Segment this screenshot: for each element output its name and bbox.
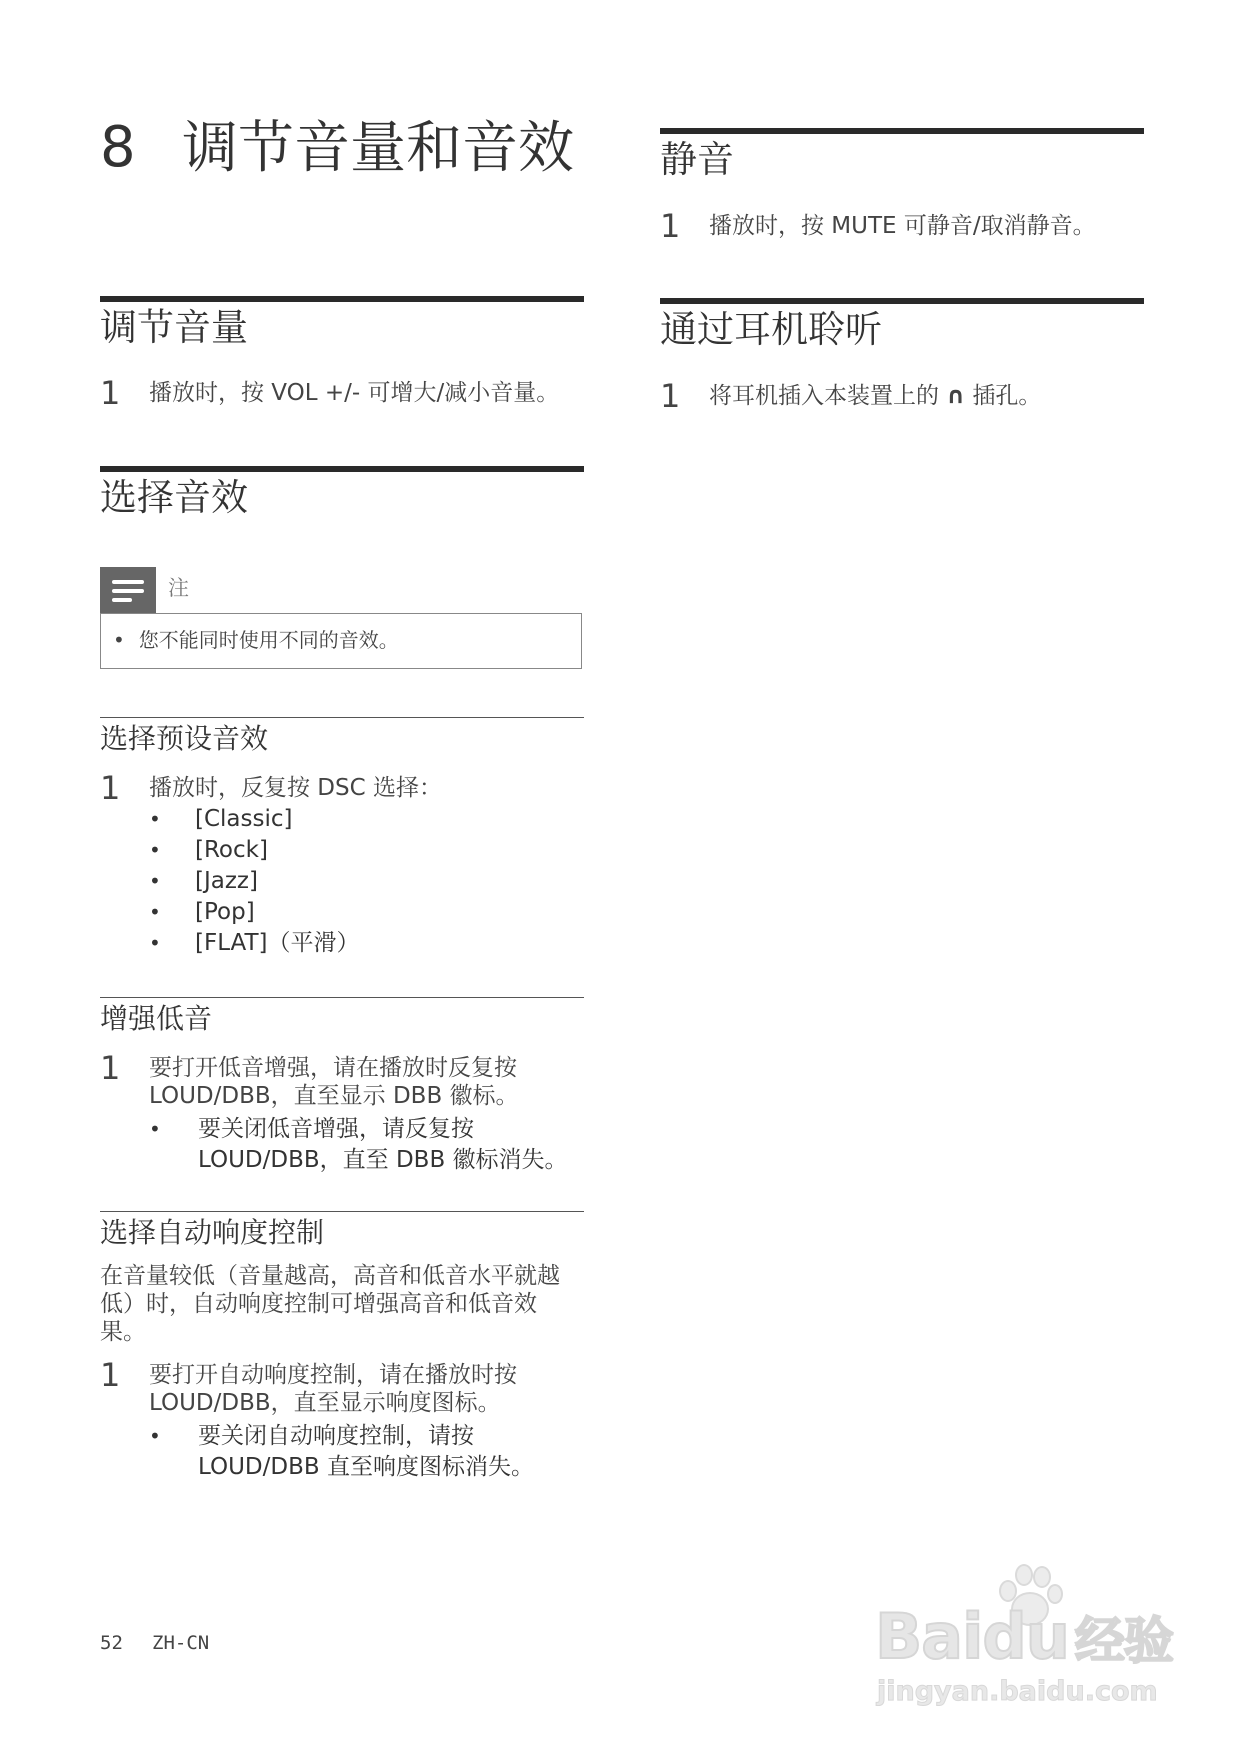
bullet: •: [113, 628, 125, 652]
section-heading-adjust-volume: 调节音量: [100, 306, 248, 349]
step-number: 1: [100, 1049, 121, 1087]
note-content: 您不能同时使用不同的音效。: [138, 628, 399, 652]
section-heading-headphones: 通过耳机聆听: [660, 308, 882, 351]
preset-options-list: [149, 804, 360, 959]
watermark-logo: [875, 1600, 1173, 1673]
note-text: [113, 626, 399, 654]
subsection-rule: [100, 1211, 584, 1212]
subsection-rule: [100, 717, 584, 718]
watermark-url: jingyan.baidu.com: [877, 1676, 1158, 1707]
note-label: 注: [168, 576, 189, 600]
loudness-intro: 在音量较低（音量越高，高音和低音水平就越低）时，自动响度控制可增强高音和低音效果。: [100, 1263, 560, 1345]
step-text: 播放时，反复按 DSC 选择：: [149, 775, 442, 801]
watermark-logo-text: Bai: [875, 1600, 983, 1673]
chapter-title: 调节音量和音效: [182, 116, 574, 181]
subsection-heading-preset: 选择预设音效: [100, 722, 269, 755]
list-item: • [Rock]: [149, 835, 360, 866]
sub-bullet-text: 要关闭低音增强，请反复按 LOUD/DBB，直至 DBB 徽标消失。: [198, 1116, 568, 1173]
section-rule: [660, 298, 1144, 304]
step-text: 播放时，按 VOL +/- 可增大/减小音量。: [149, 380, 560, 406]
list-item: • [FLAT]（平滑）: [149, 928, 360, 959]
list-item: • [Pop]: [149, 897, 360, 928]
step-text-after: 插孔。: [972, 383, 1042, 409]
chapter-number: 8: [100, 115, 136, 180]
step-text: 播放时，按 MUTE 可静音/取消静音。: [709, 213, 1096, 239]
section-heading-select-effect: 选择音效: [100, 476, 248, 519]
subsection-rule: [100, 997, 584, 998]
step-number: 1: [100, 769, 121, 807]
watermark-logo-cn: 经验: [1074, 1612, 1173, 1670]
baidu-jingyan-watermark: [875, 1558, 1175, 1708]
language-code: ZH-CN: [152, 1632, 210, 1654]
list-item: • [Classic]: [149, 804, 360, 835]
section-rule: [100, 466, 584, 472]
subsection-heading-bass: 增强低音: [100, 1002, 213, 1035]
list-item: • [Jazz]: [149, 866, 360, 897]
note-header: [100, 567, 156, 613]
sub-bullet-bass: [149, 1114, 581, 1176]
step-text: [709, 382, 1139, 410]
step-text-before: 将耳机插入本装置上的: [709, 383, 939, 409]
step-text: 要打开低音增强，请在播放时反复按 LOUD/DBB，直至显示 DBB 徽标。: [149, 1055, 519, 1109]
subsection-heading-loudness: 选择自动响度控制: [100, 1216, 325, 1249]
bullet: •: [149, 1424, 161, 1448]
bullet: •: [149, 1117, 161, 1141]
watermark-logo-text-2: du: [982, 1600, 1069, 1673]
note-box: [100, 613, 582, 669]
step-number: 1: [100, 374, 121, 412]
note-lines-icon: [112, 580, 144, 602]
section-rule: [660, 128, 1144, 134]
step-text: 要打开自动响度控制，请在播放时按 LOUD/DBB，直至显示响度图标。: [149, 1362, 517, 1416]
step-number: 1: [100, 1356, 121, 1394]
section-rule: [100, 296, 584, 302]
headphones-icon: ∩: [946, 383, 965, 409]
page-number: 52: [100, 1632, 123, 1654]
sub-bullet-text: 要关闭自动响度控制，请按 LOUD/DBB 直至响度图标消失。: [198, 1423, 534, 1480]
sub-bullet-loudness: [149, 1421, 581, 1483]
step-number: 1: [660, 377, 681, 415]
step-number: 1: [660, 207, 681, 245]
section-heading-mute: 静音: [660, 138, 734, 181]
